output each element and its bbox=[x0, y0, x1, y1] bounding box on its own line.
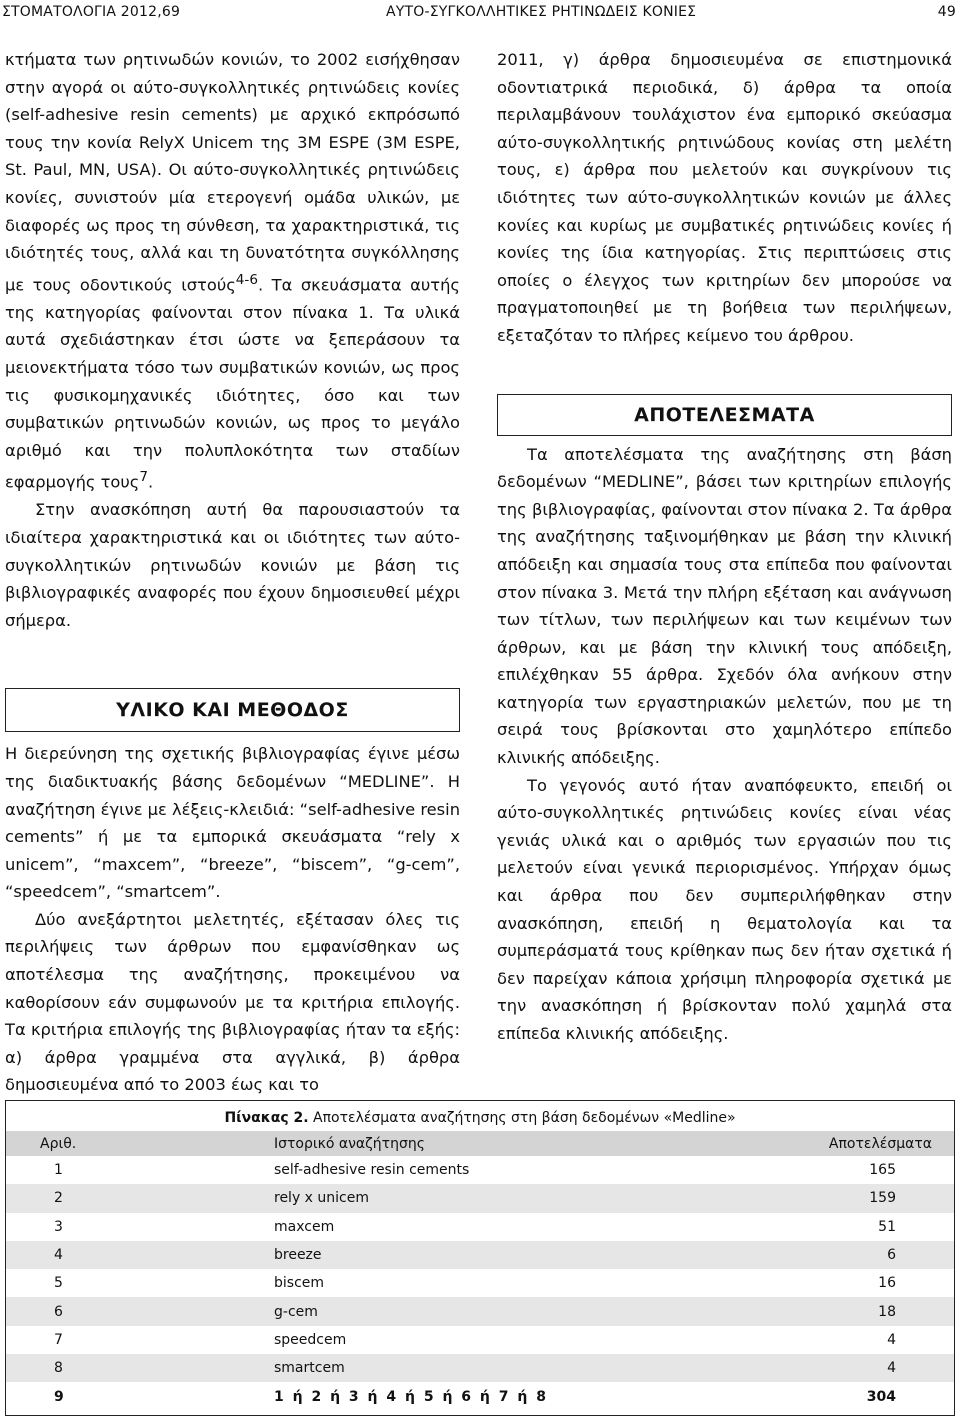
section-heading-materials-methods: ΥΛΙΚΟ ΚΑΙ ΜΕΘΟΔΟΣ bbox=[5, 688, 460, 732]
paragraph-criteria-continued: 2011, γ) άρθρα δημοσιευμένα σε επιστημονικά οδοντιατρικά περιοδικά, δ) άρθρα τα οποία περιλαμβάνουν τουλάχιστον ένα εμπορικό σκεύασμα αύτο-συγκολλητικής ρητινώδους κονίας στη μελέτη τους, ε) άρθρα που μελετούν και συγκρίνουν τις ιδιότητες των αύτο-συγκολλητικών κονιών με άλλες κονίες και κυρίως με συμβατικές ρητινώδεις κονίες ή κονίες της ίδια κατηγορίας. Στις περιπτώσεις στις οποίες ο έλεγχος των κριτηρίων δεν μπορούσε να πραγματοποιηθεί με τη βοήθεια των περιλήψεων, εξεταζόταν το πλήρες κείμενο του άρθρου. bbox=[497, 50, 952, 345]
row-query-cell: self-adhesive resin cements bbox=[274, 1162, 470, 1179]
paragraph-review-aim: Στην ανασκόπηση αυτή θα παρουσιαστούν τα ιδιαίτερα χαρακτηριστικά και οι ιδιότητες των αύτο-συγκολλητικών ρητινωδών κονιών με βάση τις βιβλιογραφικές αναφορές που έχουν δημοσιευθεί μέχρι σήμερα. bbox=[5, 500, 460, 630]
table-caption bbox=[6, 1105, 954, 1131]
table-header-row bbox=[6, 1131, 954, 1156]
row-number-cell: 1 bbox=[54, 1162, 63, 1179]
paragraph-search-method: Η διερεύνηση της σχετικής βιβλιογραφίας έγινε μέσω της διαδικτυακής βάσης δεδομένων “MEDLINE”. Η αναζήτηση έγινε με λέξεις-κλειδιά: “self-adhesive resin cements” ή με τα εμπορικά σκευάσματα “rely x unicem”, “maxcem”, “breeze”, “biscem”, “g-cem”, “speedcem”, “smartcem”. bbox=[5, 744, 461, 902]
table-row bbox=[6, 1354, 954, 1382]
table-row bbox=[6, 1156, 954, 1184]
row-count-cell: 165 bbox=[869, 1162, 896, 1179]
citation-superscript: 4-6 bbox=[235, 271, 258, 288]
table-row bbox=[6, 1241, 954, 1269]
column-header-results: Αποτελέσματα bbox=[694, 1131, 954, 1156]
table-row bbox=[6, 1213, 954, 1241]
left-column bbox=[5, 46, 460, 1099]
column-header-number: Αριθ. bbox=[6, 1131, 274, 1156]
table-row bbox=[6, 1326, 954, 1354]
row-number-cell: 5 bbox=[54, 1275, 63, 1292]
row-query-cell: speedcem bbox=[274, 1331, 347, 1348]
row-count-cell: 16 bbox=[878, 1275, 896, 1292]
table-row-total bbox=[6, 1382, 954, 1410]
row-count-cell: 4 bbox=[887, 1331, 896, 1348]
page-number: 49 bbox=[937, 4, 956, 20]
row-query-cell: breeze bbox=[274, 1241, 694, 1269]
row-query-cell: rely x unicem bbox=[274, 1184, 694, 1212]
row-count-cell: 4 bbox=[694, 1354, 954, 1382]
row-count-cell: 159 bbox=[694, 1184, 954, 1212]
row-count-cell: 18 bbox=[694, 1297, 954, 1325]
table-row bbox=[6, 1297, 954, 1325]
journal-name: ΣΤΟΜΑΤΟΛΟΓΙΑ 2012,69 bbox=[2, 4, 181, 20]
running-title: ΑΥΤΟ-ΣΥΓΚΟΛΛΗΤΙΚΕΣ ΡΗΤΙΝΩΔΕΙΣ ΚΟΝΙΕΣ bbox=[386, 4, 697, 20]
row-query-cell: smartcem bbox=[274, 1354, 694, 1382]
row-number-cell: 9 bbox=[54, 1388, 64, 1405]
row-query-cell: maxcem bbox=[274, 1218, 335, 1235]
row-count-cell: 51 bbox=[878, 1218, 896, 1235]
right-column bbox=[497, 46, 952, 1048]
table-caption-text: Αποτελέσματα αναζήτησης στη βάση δεδομένων «Medline» bbox=[313, 1110, 736, 1126]
running-header bbox=[0, 0, 960, 30]
row-number-cell: 3 bbox=[54, 1218, 63, 1235]
row-number-cell: 6 bbox=[6, 1297, 274, 1325]
section-heading-results: ΑΠΟΤΕΛΕΣΜΑΤΑ bbox=[497, 394, 952, 436]
table-row bbox=[6, 1269, 954, 1297]
row-query-cell: g-cem bbox=[274, 1297, 694, 1325]
row-count-cell: 6 bbox=[694, 1241, 954, 1269]
row-number-cell: 7 bbox=[54, 1331, 63, 1348]
results-table-box bbox=[5, 1100, 955, 1416]
row-number-cell: 8 bbox=[6, 1354, 274, 1382]
results-table bbox=[6, 1131, 954, 1411]
paragraph-selection-criteria: Δύο ανεξάρτητοι μελετητές, εξέτασαν όλες τις περιλήψεις των άρθρων που εμφανίσθηκαν ως αποτέλεσμα της αναζήτησης, προκειμένου να καθορίσουν εάν συμφωνούν με τα κριτήρια επιλογής. Τα κριτήρια επιλογής της βιβλιογραφίας ήταν τα εξής: α) άρθρα γραμμένα στα αγγλικά, β) άρθρα δημοσιευμένα από το 2003 έως και το bbox=[5, 909, 460, 1095]
row-number-cell: 4 bbox=[6, 1241, 274, 1269]
column-header-search-history: Ιστορικό αναζήτησης bbox=[274, 1131, 694, 1156]
row-count-cell: 304 bbox=[866, 1388, 896, 1405]
citation-superscript: 7 bbox=[139, 469, 148, 486]
paragraph-discussion: Το γεγονός αυτό ήταν αναπόφευκτο, επειδή οι αύτο-συγκολλητικές ρητινώδεις κονίες είναι νέας γενιάς υλικά και ο αριθμός των εργασιών που τις μελετούν είναι γενικά περιορισμένος. Υπήρχαν όμως και άρθρα που δεν συμπεριλήφθηκαν στην ανασκόπηση, επειδή η θεματολογία και τα συμπεράσματά τους κρίθηκαν πως δεν ήταν σχετικά ή δεν παρείχαν κάποια χρήσιμη πληροφορία σχετικά με την ανασκόπηση ή βρίσκονταν πολύ χαμηλά στα επίπεδα κλινικής απόδειξης. bbox=[497, 775, 952, 1043]
row-query-cell: 1 ή 2 ή 3 ή 4 ή 5 ή 6 ή 7 ή 8 bbox=[274, 1388, 548, 1405]
table-caption-label: Πίνακας 2. bbox=[224, 1110, 309, 1126]
row-query-cell: biscem bbox=[274, 1275, 325, 1292]
paragraph-intro: κτήματα των ρητινωδών κονιών, το 2002 εισήχθησαν στην αγορά οι αύτο-συγκολλητικές ρητινώδεις κονίες (self-adhesive resin cements) με αρχικό εκπρόσωπό τους την κονία RelyX Unicem της 3M ESPE (3M ESPE, St. Paul, MN, USA). Οι αύτο-συγκολλητικές ρητινώδεις κονίες, συνιστούν μία ετερογενή ομάδα υλικών, με διαφορές ως προς τη σύνθεση, τα χαρακτηριστικά, τις ιδιότητές τους, αλλά και τη δυνατότητα συγκόλλησης με τους οδοντικούς ιστούς$^{4-6}$. Τα σκευάσματα αυτής της κατηγορίας φαίνονται στον πίνακα 1. Τα υλικά αυτά σχεδιάστηκαν έτσι ώστε να ξεπεράσουν τα μειονεκτήματα τόσο των συμβατικών κονιών, ως προς τις φυσικομηχανικές ιδιότητες, όσο και των συμβατικών ρητινωδών κονιών, ως προς το μεγάλο αριθμό και την πολυπλοκότητα των σταδίων εφαρμογής τους$^7$. bbox=[5, 50, 460, 492]
table-row bbox=[6, 1184, 954, 1212]
paragraph-results: Τα αποτελέσματα της αναζήτησης στη βάση δεδομένων “MEDLINE”, βάσει των κριτηρίων επιλογής της βιβλιογραφίας, φαίνονται στον πίνακα 2. Τα άρθρα της αναζήτησης ταξινομήθηκαν με βάση την κλινική απόδειξη και σημασία τους στα επίπεδα που φαίνονται στον πίνακα 3. Μετά την πλήρη εξέταση και ανάγνωση των τίτλων, των περιλήψεων και των κειμένων των άρθρων, και με βάση την κλινική τους απόδειξη, επιλέχθηκαν 55 άρθρα. Σχεδόν όλα ανήκουν στην κατηγορία των εργαστηριακών μελετών, που με τη σειρά τους βρίσκονται στο χαμηλότερο επίπεδο κλινικής απόδειξης. bbox=[497, 444, 952, 768]
row-number-cell: 2 bbox=[6, 1184, 274, 1212]
